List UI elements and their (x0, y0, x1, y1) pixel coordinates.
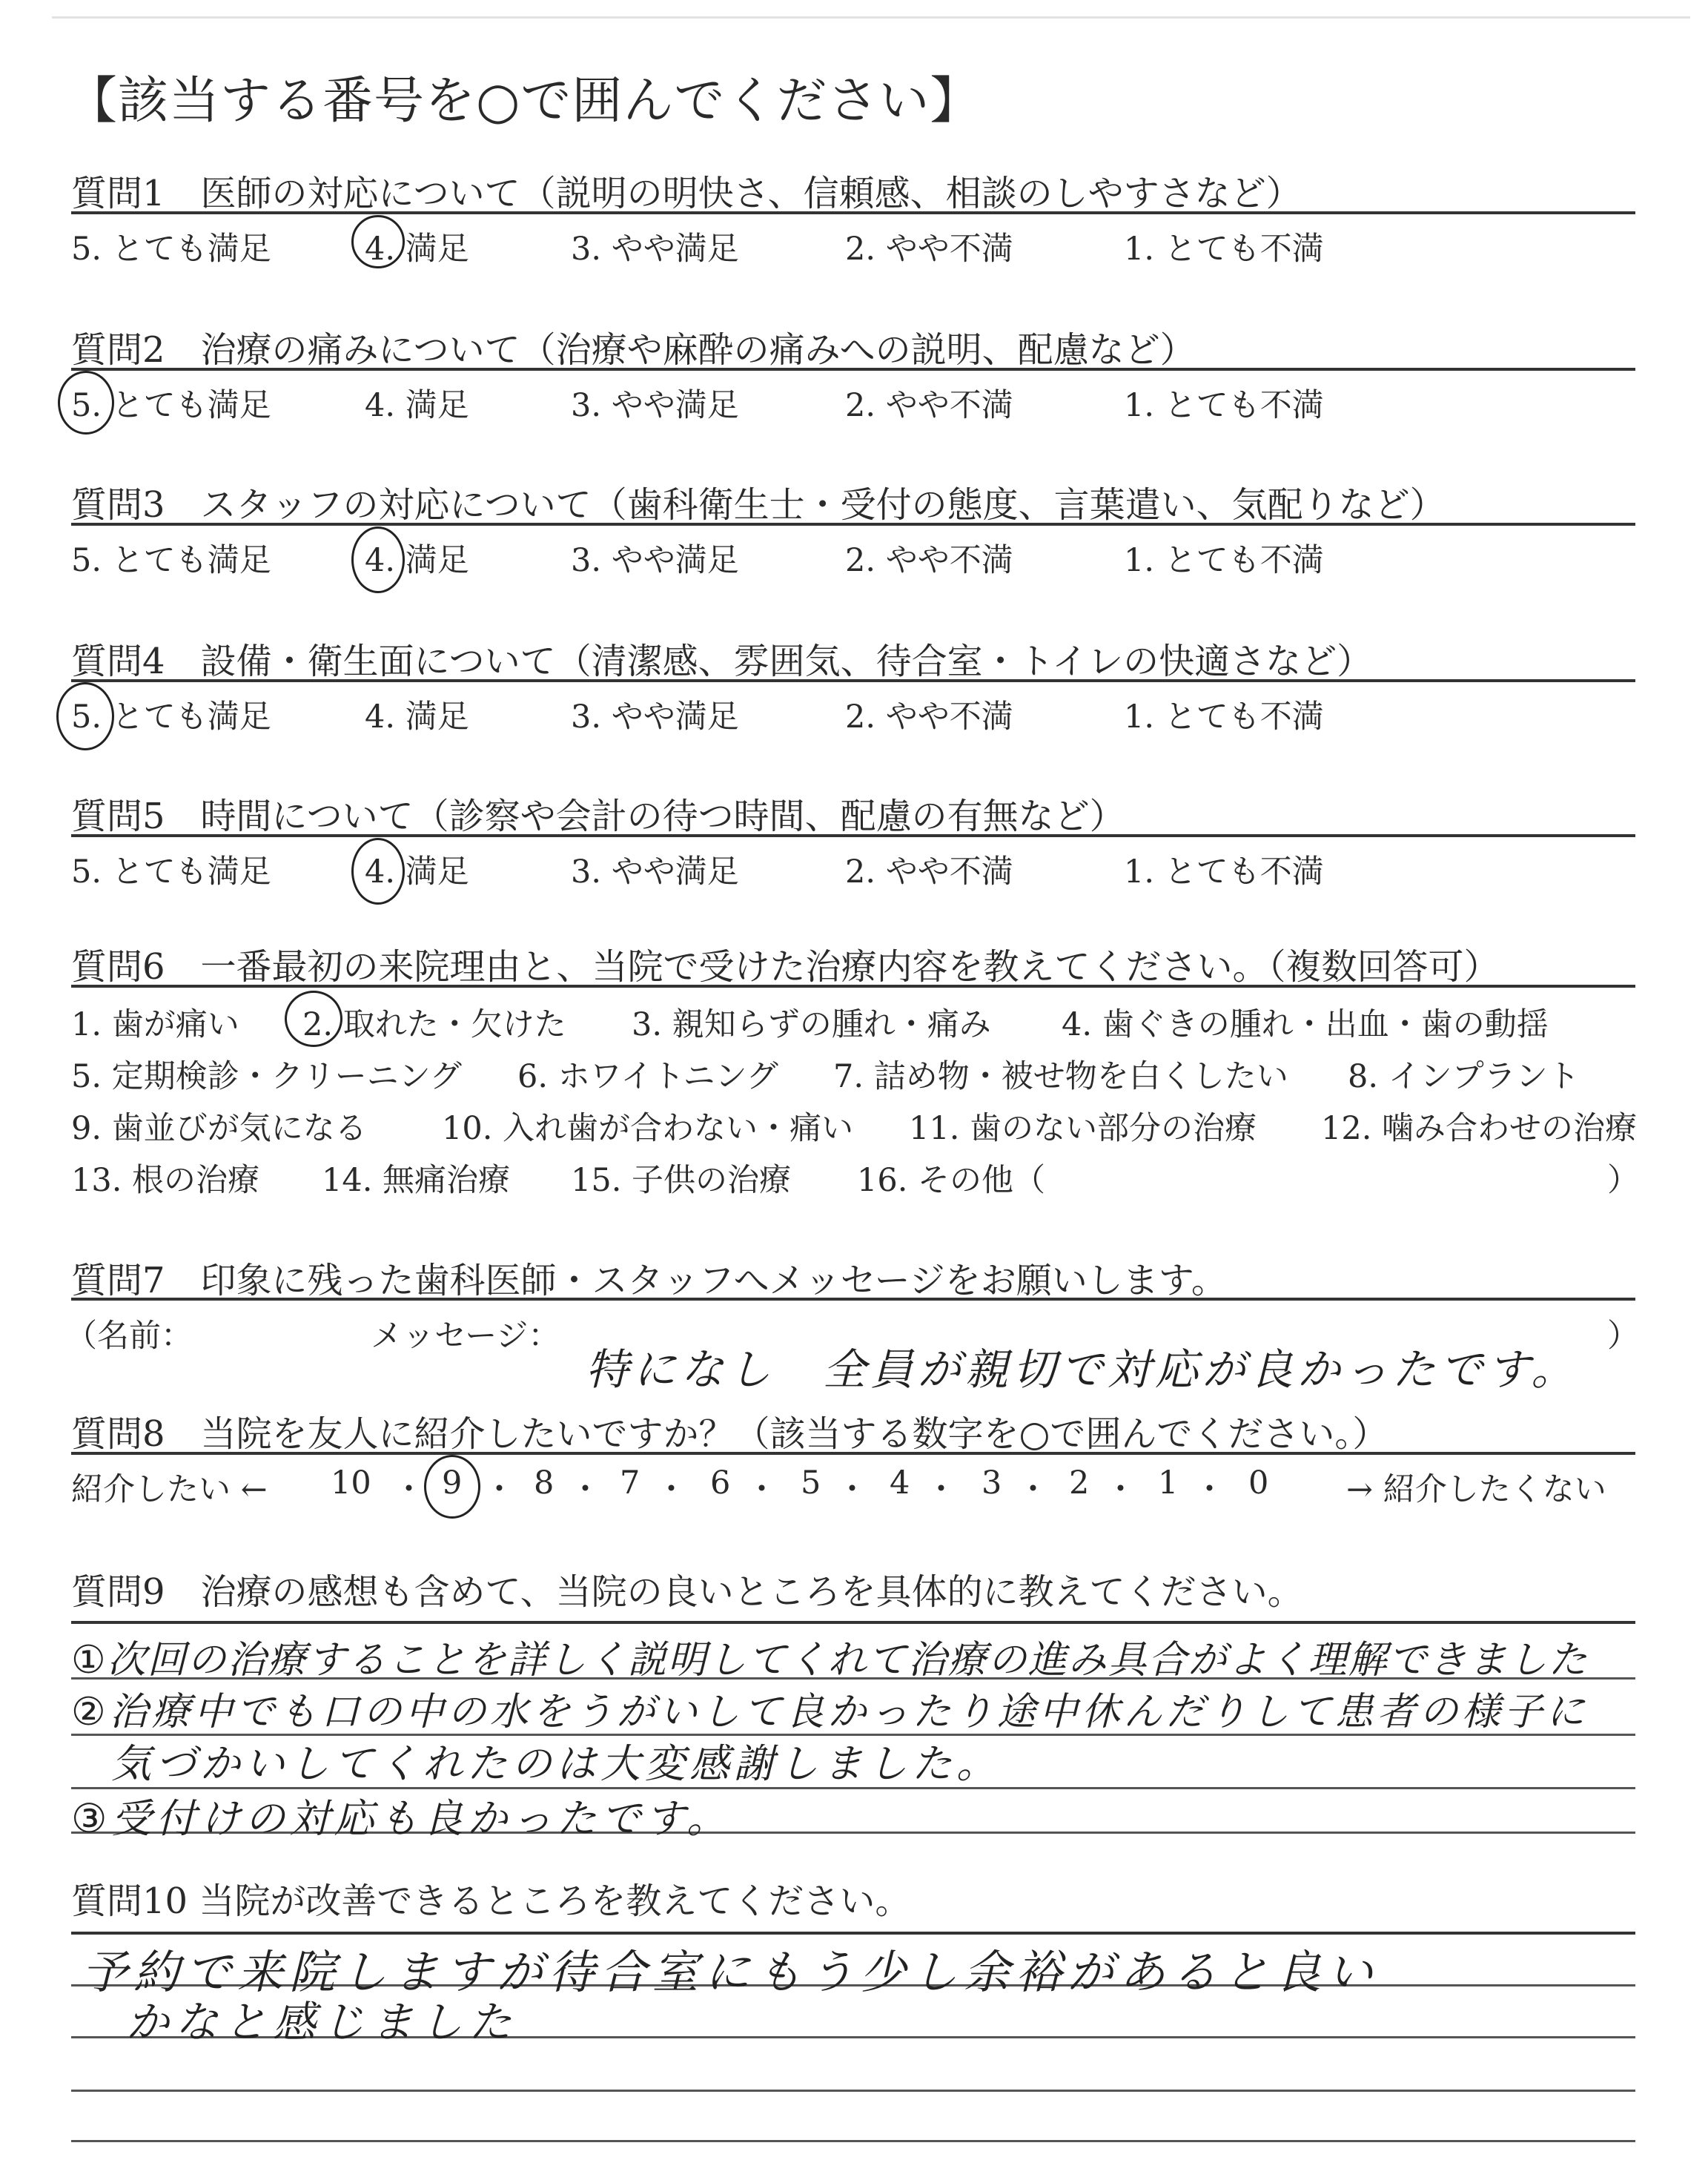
q4-selection-circle (56, 682, 114, 750)
q8-title: 質問8 当院を友人に紹介したいですか？（該当する数字を○で囲んでください。） (71, 1413, 1388, 1455)
q5-option-1[interactable]: 1. とても不満 (1124, 853, 1324, 891)
q8-sep: ・ (925, 1471, 957, 1508)
q5-option-3[interactable]: 3. やや満足 (571, 853, 739, 891)
page-heading: 【該当する番号を○で囲んでください】 (67, 72, 982, 131)
q8-sep: ・ (836, 1471, 868, 1508)
q1-rule (71, 211, 1635, 214)
q1-selection-circle (351, 215, 405, 268)
q9-handwritten-line-4[interactable]: ③受付けの対応も良かったです。 (71, 1795, 732, 1842)
q9-handwritten-line-1[interactable]: ①次回の治療することを詳しく説明してくれて治療の進み具合がよく理解できました (71, 1638, 1589, 1682)
q6-option-13[interactable]: 13. 根の治療 (71, 1162, 260, 1199)
q8-right-label: → 紹介したくない (1346, 1471, 1606, 1508)
q8-scale-2[interactable]: 2 (1069, 1464, 1090, 1502)
q2-rule (71, 368, 1635, 371)
q8-sep: ・ (1194, 1471, 1225, 1508)
q6-option-16[interactable]: 16. その他（ (857, 1162, 1046, 1199)
q7-name-label: （名前： (65, 1318, 193, 1355)
q5-option-5[interactable]: 5. とても満足 (71, 853, 271, 891)
q7-message-label: メッセージ： (371, 1318, 560, 1355)
q4-title: 質問4 設備・衛生面について（清潔感、雰囲気、待合室・トイレの快適さなど） (71, 641, 1373, 682)
q3-selection-circle (351, 526, 405, 593)
q10-rule (71, 1932, 1635, 1935)
q6-option-6[interactable]: 6. ホワイトニング (517, 1058, 778, 1095)
q3-option-2[interactable]: 2. やや不満 (845, 542, 1013, 579)
q4-option-1[interactable]: 1. とても不満 (1124, 698, 1324, 736)
q6-option-5[interactable]: 5. 定期検診・クリーニング (71, 1058, 462, 1095)
q1-option-4[interactable]: 4. 満足 (365, 231, 469, 268)
q10-handwritten-line-2[interactable]: かなと感じました (126, 1997, 518, 2047)
q9-handwritten-line-2[interactable]: ②治療中でも口の中の水をうがいして良かったり途中休んだりして患者の様子に (71, 1690, 1589, 1734)
q8-rule (71, 1452, 1635, 1455)
q6-close-paren: ） (1607, 1162, 1639, 1199)
q2-title: 質問2 治療の痛みについて（治療や麻酔の痛みへの説明、配慮など） (71, 329, 1196, 371)
q4-option-5[interactable]: 5. とても満足 (71, 698, 271, 736)
q3-option-1[interactable]: 1. とても不満 (1124, 542, 1324, 579)
q4-rule (71, 679, 1635, 682)
q8-left-label: 紹介したい ← (71, 1471, 268, 1508)
q8-scale-8[interactable]: 8 (534, 1464, 555, 1502)
q8-sep: ・ (1105, 1471, 1136, 1508)
q8-scale-3[interactable]: 3 (982, 1464, 1002, 1502)
q10-title: 質問10 当院が改善できるところを教えてください。 (71, 1880, 911, 1922)
q10-handwritten-line-1[interactable]: 予約で来院しますが待合室にもう少し余裕があると良い (82, 1945, 1380, 1999)
q6-option-8[interactable]: 8. インプラント (1348, 1058, 1580, 1095)
q6-option-4[interactable]: 4. 歯ぐきの腫れ・出血・歯の動揺 (1062, 1006, 1549, 1043)
q8-sep: ・ (483, 1471, 515, 1508)
q3-rule (71, 523, 1635, 526)
q8-scale-5[interactable]: 5 (801, 1464, 821, 1502)
q7-rule (71, 1298, 1635, 1301)
q6-option-10[interactable]: 10. 入れ歯が合わない・痛い (442, 1110, 854, 1147)
q5-rule (71, 834, 1635, 837)
q6-option-14[interactable]: 14. 無痛治療 (322, 1162, 511, 1199)
q8-scale-9[interactable]: 9 (442, 1464, 463, 1502)
q2-option-2[interactable]: 2. やや不満 (845, 387, 1013, 424)
q9-handwritten-line-3[interactable]: 気づかいしてくれたのは大変感謝しました。 (111, 1740, 1001, 1787)
q9-title: 質問9 治療の感想も含めて、当院の良いところを具体的に教えてください。 (71, 1571, 1303, 1613)
q2-option-4[interactable]: 4. 満足 (365, 387, 469, 424)
q6-option-2[interactable]: 2. 取れた・欠けた (302, 1006, 566, 1043)
q6-selection-circle (285, 991, 342, 1047)
q1-option-2[interactable]: 2. やや不満 (845, 231, 1013, 268)
q5-title: 質問5 時間について（診察や会計の待つ時間、配慮の有無など） (71, 796, 1125, 837)
q6-option-15[interactable]: 15. 子供の治療 (571, 1162, 792, 1199)
q5-selection-circle (351, 838, 405, 905)
q2-option-5[interactable]: 5. とても満足 (71, 387, 271, 424)
q6-option-1[interactable]: 1. 歯が痛い (71, 1006, 239, 1043)
q10-write-line (71, 2090, 1635, 2092)
q8-scale-7[interactable]: 7 (620, 1464, 640, 1502)
q6-rule (71, 985, 1635, 988)
q9-rule (71, 1621, 1635, 1624)
q7-close-paren: ） (1607, 1318, 1639, 1355)
q4-option-2[interactable]: 2. やや不満 (845, 698, 1013, 736)
q1-option-3[interactable]: 3. やや満足 (571, 231, 739, 268)
q8-sep: ・ (746, 1471, 778, 1508)
q10-write-line (71, 2140, 1635, 2142)
q7-title: 質問7 印象に残った歯科医師・スタッフへメッセージをお願いします。 (71, 1260, 1227, 1301)
q8-sep: ・ (1017, 1471, 1049, 1508)
q1-option-1[interactable]: 1. とても不満 (1124, 231, 1324, 268)
q6-option-11[interactable]: 11. 歯のない部分の治療 (909, 1110, 1257, 1147)
q8-scale-6[interactable]: 6 (710, 1464, 731, 1502)
q2-option-1[interactable]: 1. とても不満 (1124, 387, 1324, 424)
q3-option-5[interactable]: 5. とても満足 (71, 542, 271, 579)
q6-option-7[interactable]: 7. 詰め物・被せ物を白くしたい (833, 1058, 1288, 1095)
q5-option-4[interactable]: 4. 満足 (365, 853, 469, 891)
q8-scale-10[interactable]: 10 (331, 1464, 371, 1502)
q2-selection-circle (58, 371, 114, 435)
top-border (52, 16, 1690, 19)
q6-option-3[interactable]: 3. 親知らずの腫れ・痛み (632, 1006, 991, 1043)
q8-sep: ・ (655, 1471, 687, 1508)
q7-handwritten-message[interactable]: 特になし 全員が親切で対応が良かったです。 (586, 1344, 1579, 1395)
q8-sep: ・ (393, 1471, 425, 1508)
q4-option-3[interactable]: 3. やや満足 (571, 698, 739, 736)
q4-option-4[interactable]: 4. 満足 (365, 698, 469, 736)
q5-option-2[interactable]: 2. やや不満 (845, 853, 1013, 891)
q3-option-3[interactable]: 3. やや満足 (571, 542, 739, 579)
q1-title: 質問1 医師の対応について（説明の明快さ、信頼感、相談のしやすさなど） (71, 173, 1302, 214)
q6-option-9[interactable]: 9. 歯並びが気になる (71, 1110, 367, 1147)
q6-title: 質問6 一番最初の来院理由と、当院で受けた治療内容を教えてください。（複数回答可） (71, 946, 1500, 988)
q3-option-4[interactable]: 4. 満足 (365, 542, 469, 579)
q8-scale-4[interactable]: 4 (890, 1464, 910, 1502)
q8-scale-0[interactable]: 0 (1248, 1464, 1269, 1502)
q3-title: 質問3 スタッフの対応について（歯科衛生士・受付の態度、言葉遣い、気配りなど） (71, 484, 1446, 526)
q8-sep: ・ (569, 1471, 601, 1508)
q6-option-12[interactable]: 12. 噛み合わせの治療 (1321, 1110, 1638, 1147)
q1-option-5[interactable]: 5. とても満足 (71, 231, 271, 268)
q2-option-3[interactable]: 3. やや満足 (571, 387, 739, 424)
q8-scale-1[interactable]: 1 (1158, 1464, 1179, 1502)
q8-selection-circle (424, 1455, 480, 1519)
